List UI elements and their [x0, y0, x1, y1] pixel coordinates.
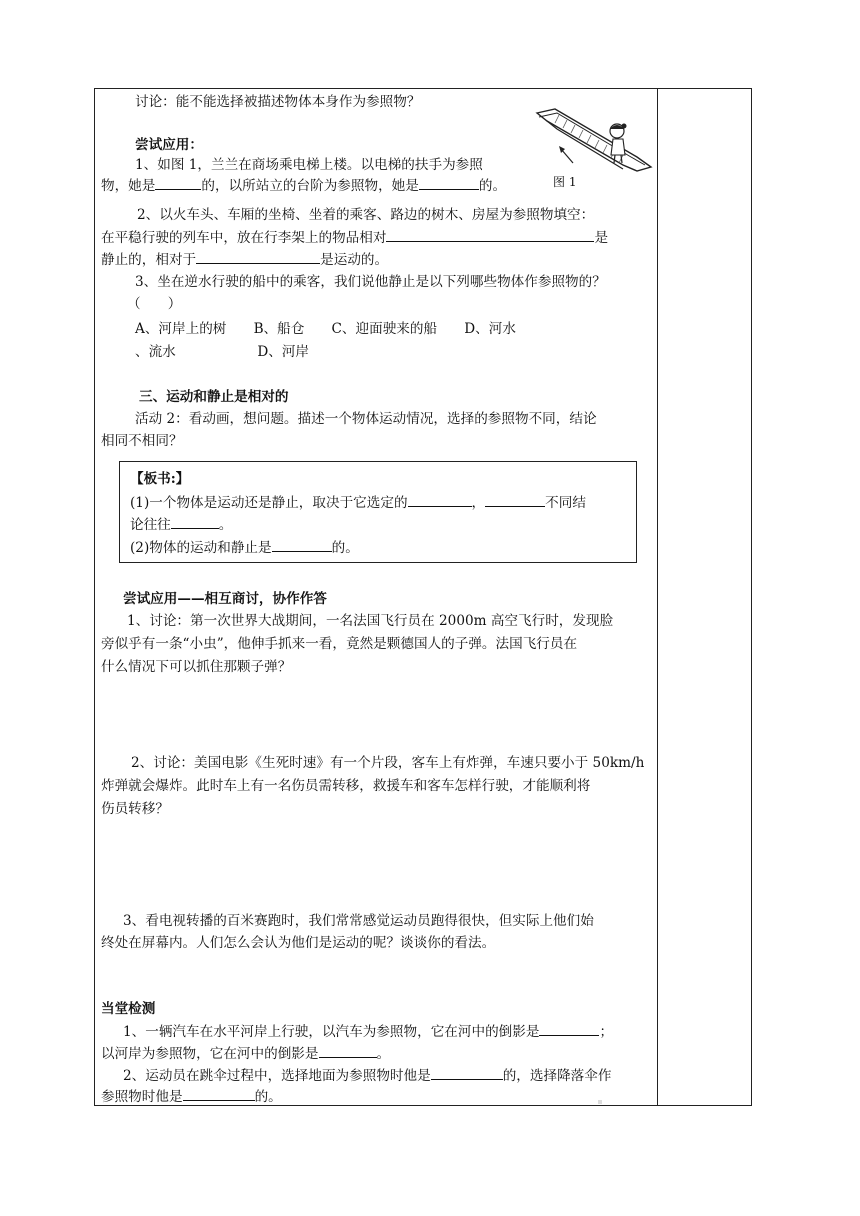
- blackboard-line-1: (1)一个物体是运动还是静止，取决于它选定的 ， 不同结: [130, 492, 586, 513]
- discussion-2-line-3: 伤员转移？: [101, 801, 169, 817]
- question-1-line-1: 1、如图 1，兰兰在商场乘电梯上楼。以电梯的扶手为参照: [135, 157, 483, 173]
- blank-8: [272, 537, 332, 552]
- test-2-line-2: 参照物时他是 的。: [101, 1086, 282, 1107]
- blank-4: [196, 249, 320, 264]
- section-heading-in-class-test: 当堂检测: [101, 1001, 156, 1017]
- question-1-line-2: 物，她是 的，以所站立的台阶为参照物，她是 的。: [101, 175, 506, 196]
- section-heading-try-apply: 尝试应用：: [135, 137, 203, 153]
- blackboard-title: 【板书:】: [130, 471, 190, 487]
- question-3-line-1: 3、坐在逆水行驶的船中的乘客，我们说他静止是以下列哪些物体作参照物的？: [135, 274, 606, 290]
- blank-10: [319, 1043, 377, 1058]
- discussion-1-line-1: 1、讨论：第一次世界大战期间，一名法国飞行员在 2000m 高空飞行时，发现脸: [127, 613, 614, 629]
- question-3b-line-1: 3、看电视转播的百米赛跑时，我们常常感觉运动员跑得很快，但实际上他们始: [123, 913, 594, 929]
- question-3b-line-2: 终处在屏幕内。人们怎么会认为他们是运动的呢？谈谈你的看法。: [101, 935, 496, 951]
- question-3-options: A、河岸上的树 B、船仓 C、迎面驶来的船 D、河水: [135, 321, 516, 337]
- blank-6: [485, 492, 545, 507]
- activity-2-line-2: 相同不相同？: [101, 433, 183, 449]
- question-3-options-2: 、流水 D、河岸: [135, 344, 310, 360]
- question-2-line-1: 2、以火车头、车厢的坐椅、坐着的乘客、路边的树木、房屋为参照物填空：: [137, 207, 595, 223]
- discussion-1-line-3: 什么情况下可以抓住那颗子弹？: [101, 659, 292, 675]
- discussion-1-line-2: 旁似乎有一条“小虫”，他伸手抓来一看，竟然是颗德国人的子弹。法国飞行员在: [101, 636, 578, 652]
- blackboard-notes-box: [119, 461, 637, 563]
- discussion-2-line-1: 2、讨论：美国电影《生死时速》有一个片段，客车上有炸弹，车速只要小于 50km/h: [131, 755, 645, 771]
- test-1-line-1: 1、一辆汽车在水平河岸上行驶，以汽车为参照物，它在河中的倒影是 ；: [123, 1021, 613, 1042]
- blackboard-line-3: (2)物体的运动和静止是 的。: [130, 537, 359, 558]
- escalator-girl-illustration: [527, 99, 659, 179]
- test-1-line-2: 以河岸为参照物，它在河中的倒影是 。: [101, 1043, 390, 1064]
- question-2-line-2: 在平稳行驶的列车中，放在行李架上的物品相对 是: [101, 227, 608, 248]
- discussion-question: 讨论：能不能选择被描述物体本身作为参照物？: [135, 94, 421, 110]
- blank-9: [539, 1021, 599, 1036]
- blank-1: [155, 175, 201, 190]
- blank-7: [171, 514, 219, 529]
- column-divider: [657, 89, 658, 1105]
- question-2-line-3: 静止的，相对于 是运动的。: [101, 249, 388, 270]
- activity-2-line-1: 活动 2：看动画，想问题。描述一个物体运动情况，选择的参照物不同，结论: [135, 411, 597, 427]
- blank-11: [431, 1065, 503, 1080]
- figure-caption: 图 1: [553, 175, 577, 189]
- test-2-line-1: 2、运动员在跳伞过程中，选择地面为参照物时他是 的，选择降落伞作: [123, 1065, 611, 1086]
- worksheet-frame: [94, 88, 752, 1106]
- blank-3: [386, 227, 594, 242]
- section-heading-relative-motion: 三、运动和静止是相对的: [139, 389, 289, 405]
- blackboard-line-2: 论往往 。: [130, 514, 232, 535]
- blank-12: [183, 1086, 255, 1101]
- blank-2: [419, 175, 479, 190]
- discussion-2-line-2: 炸弹就会爆炸。此时车上有一名伤员需转移，救援车和客车怎样行驶，才能顺利将: [101, 778, 591, 794]
- main-column: [95, 89, 657, 1105]
- blank-5: [408, 492, 472, 507]
- scan-speck: [598, 1100, 602, 1104]
- question-3-parentheses: （ ）: [127, 296, 182, 312]
- section-heading-cooperative: 尝试应用——相互商讨，协作作答: [123, 591, 327, 607]
